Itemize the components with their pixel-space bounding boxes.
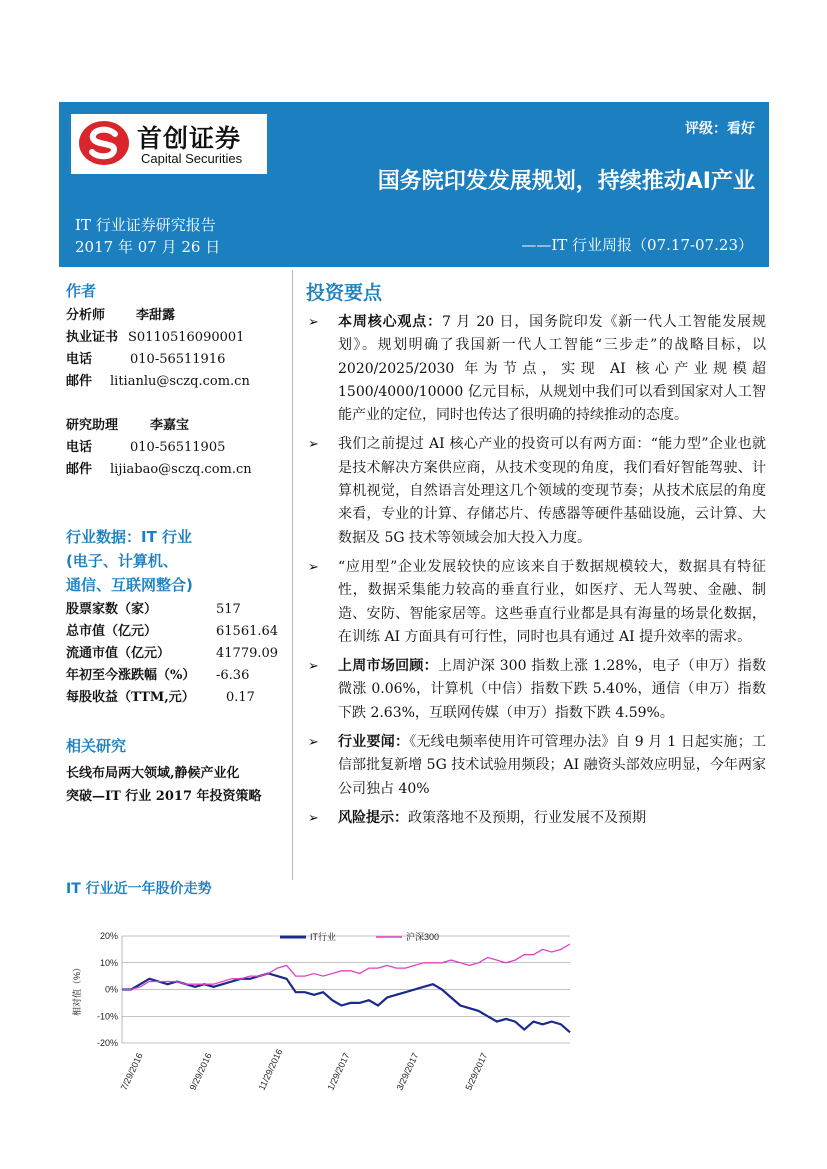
industry-data-heading: 行业数据：IT 行业 xyxy=(66,528,193,546)
y-tick-label: 10% xyxy=(99,957,118,968)
industry-data-heading-2: (电子、计算机、 xyxy=(66,552,178,570)
logo-chinese-name: 首创证券 xyxy=(137,124,242,153)
phone-label: 电话 xyxy=(66,352,93,367)
report-type: IT 行业证券研究报告 xyxy=(75,216,216,234)
related-research-line: 突破—IT 行业 2017 年投资策略 xyxy=(66,789,262,804)
bullet-arrow-icon: ➢ xyxy=(308,315,319,330)
highlight-text: 政策落地不及预期，行业发展不及预期 xyxy=(408,809,646,826)
column-divider xyxy=(292,270,293,880)
industry-value: 0.17 xyxy=(226,690,255,705)
x-tick-label: 11/29/2016 xyxy=(256,1047,285,1092)
x-tick-label: 3/29/2017 xyxy=(394,1051,421,1092)
left-sidebar xyxy=(66,280,286,808)
authors-heading: 作者 xyxy=(66,282,97,300)
related-research-line: 长线布局两大领域,静候产业化 xyxy=(66,766,240,781)
analyst-role: 分析师 xyxy=(66,308,106,323)
logo-english-name: Capital Securities xyxy=(141,151,243,166)
related-research-heading: 相关研究 xyxy=(66,737,127,755)
highlight-lead: 本周核心观点： xyxy=(338,314,442,330)
bullet-arrow-icon: ➢ xyxy=(308,659,319,675)
analyst-cert-row xyxy=(66,327,286,349)
assistant-name: 李嘉宝 xyxy=(150,418,190,433)
series-line xyxy=(122,944,570,990)
assistant-role: 研究助理 xyxy=(66,418,119,433)
y-tick-label: 20% xyxy=(99,931,118,941)
industry-label: 股票家数（家） xyxy=(66,602,158,617)
industry-label: 流通市值（亿元） xyxy=(66,646,171,661)
highlight-lead: 风险提示： xyxy=(338,809,408,826)
highlight-item xyxy=(306,807,766,830)
bullet-arrow-icon: ➢ xyxy=(308,437,319,453)
analyst-row xyxy=(66,305,286,327)
industry-data-heading-3: 通信、互联网整合) xyxy=(66,576,193,594)
highlight-item xyxy=(306,556,766,649)
analyst-email[interactable]: litianlu@sczq.com.cn xyxy=(110,374,250,389)
analyst-email-row xyxy=(66,371,286,393)
investment-heading: 投资要点 xyxy=(306,282,383,304)
chart-title: IT 行业近一年股价走势 xyxy=(66,881,212,897)
report-subtitle: ——IT 行业周报（07.17-07.23） xyxy=(521,236,753,254)
report-header-banner xyxy=(59,102,769,267)
industry-row xyxy=(66,665,286,687)
y-tick-label: -20% xyxy=(96,1038,118,1048)
x-tick-label: 7/29/2016 xyxy=(118,1051,145,1092)
industry-value: 61561.64 xyxy=(216,624,279,639)
investment-highlights xyxy=(306,278,766,836)
industry-label: 总市值（亿元） xyxy=(66,624,158,639)
industry-label: 年初至今涨跌幅（%） xyxy=(66,668,196,683)
company-logo xyxy=(71,114,267,174)
analyst-name: 李甜露 xyxy=(136,308,176,323)
rating-label: 评级：看好 xyxy=(685,121,755,137)
industry-label: 每股收益（TTM,元） xyxy=(66,690,195,705)
highlight-item xyxy=(306,655,766,725)
y-tick-label: -10% xyxy=(96,1011,118,1022)
highlight-item xyxy=(306,731,766,801)
assistant-phone-row xyxy=(66,437,286,459)
assistant-email[interactable]: lijiabao@sczq.com.cn xyxy=(110,462,252,477)
bullet-arrow-icon: ➢ xyxy=(308,559,319,575)
bullet-arrow-icon: ➢ xyxy=(308,810,319,826)
x-tick-label: 1/29/2017 xyxy=(325,1051,352,1092)
report-date: 2017 年 07 月 26 日 xyxy=(75,238,221,256)
highlight-item xyxy=(306,433,766,549)
cert-label: 执业证书 xyxy=(66,330,119,345)
email-label: 邮件 xyxy=(66,462,93,477)
related-research-link[interactable] xyxy=(66,762,286,808)
y-tick-label: 0% xyxy=(104,984,118,995)
industry-value: -6.36 xyxy=(216,668,250,683)
email-label: 邮件 xyxy=(66,374,93,389)
chart-canvas xyxy=(60,918,580,1093)
legend-label: 沪深300 xyxy=(406,932,440,942)
highlight-text: “应用型”企业发展较快的应该来自于数据规模较大，数据具有特征性，数据采集能力较高的垂直行业，如医疗、无人驾驶、金融、制造、安防、智能家居等。这些垂直行业都是具有海量的场景化数据，在训练 AI 方面具有可行性，同时也具有通过 AI 提升效率的需求。 xyxy=(338,558,766,645)
industry-value: 41779.09 xyxy=(216,646,279,661)
y-axis-label: 相对值（%） xyxy=(72,962,82,1017)
industry-value: 517 xyxy=(216,602,241,617)
analyst-cert: S0110516090001 xyxy=(128,330,245,345)
industry-row xyxy=(66,599,286,621)
highlight-text: 《无线电频率使用许可管理办法》自 9 月 1 日起实施；工信部批复新增 5G 技术试验用频段；AI 融资头部效应明显，今年两家公司独占 40% xyxy=(338,734,767,797)
series-line xyxy=(122,974,570,1033)
highlight-lead: 上周市场回顾： xyxy=(338,658,438,675)
phone-label: 电话 xyxy=(66,440,93,455)
x-tick-label: 5/29/2017 xyxy=(463,1051,490,1092)
industry-row xyxy=(66,687,286,709)
highlight-text: 上周沪深 300 指数上涨 1.28%，电子（申万）指数微涨 0.06%，计算机（中信）指数下跌 5.40%，通信（申万）指数下跌 2.63%，互联网传媒（申万）指数下跌 4.59%。 xyxy=(338,658,767,721)
report-title: 国务院印发发展规划，持续推动AI产业 xyxy=(377,169,755,194)
price-trend-chart xyxy=(60,918,580,1093)
bullet-arrow-icon: ➢ xyxy=(308,735,319,751)
highlight-text: 7 月 20 日，国务院印发《新一代人工智能发展规划》。规划明确了我国新一代人工智能“三步走”的战略目标，以 2020/2025/2030 年为节点，实现 AI 核心产业规模超 1500/4000/10000 亿元目标，从规划中我们可以看到国家对人工智能产业的定位，同时也传达了很明确的持续推动的态度。 xyxy=(338,314,766,424)
highlight-item xyxy=(306,311,766,427)
highlight-lead: 行业要闻： xyxy=(338,734,410,751)
industry-row xyxy=(66,643,286,665)
industry-row xyxy=(66,621,286,643)
analyst-phone-row xyxy=(66,349,286,371)
analyst-phone: 010-56511916 xyxy=(130,352,226,367)
logo-s-mark-icon xyxy=(77,118,131,168)
highlight-text: 我们之前提过 AI 核心产业的投资可以有两方面：“能力型”企业也就是技术解决方案供应商，从技术变现的角度，我们看好智能驾驶、计算机视觉，自然语言处理这几个领域的变现节奏；从技术底层的角度来看，专业的计算、存储芯片、传感器等硬件基础设施，云计算、大数据及 5G 技术等领域会加大投入力度。 xyxy=(338,436,766,546)
assistant-row xyxy=(66,415,286,437)
legend-label: IT行业 xyxy=(310,932,336,942)
assistant-email-row xyxy=(66,459,286,481)
assistant-phone: 010-56511905 xyxy=(130,440,226,455)
x-tick-label: 9/29/2016 xyxy=(187,1051,214,1092)
